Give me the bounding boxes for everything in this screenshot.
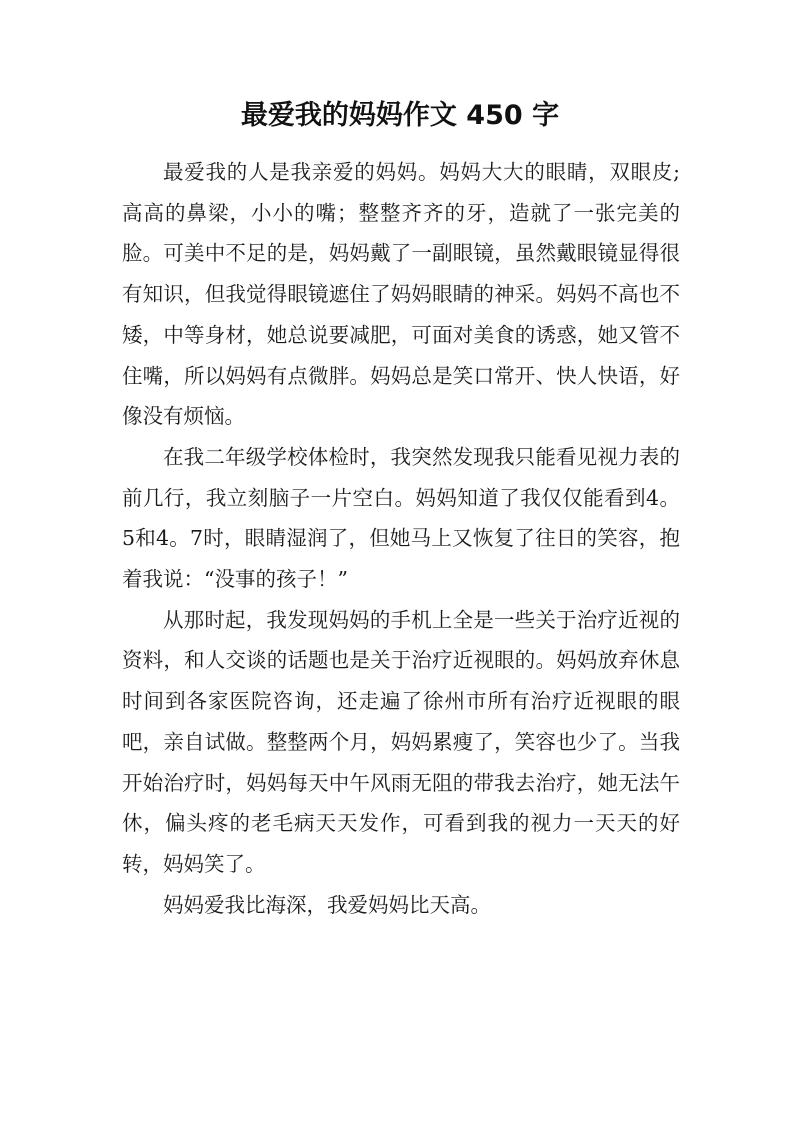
paragraph-3: 从那时起，我发现妈妈的手机上全是一些关于治疗近视的资料，和人交谈的话题也是关于治疗近视眼的。妈妈放弃休息时间到各家医院咨询，还走遍了徐州市所有治疗近视眼的眼吧，亲自试做。整整两个月，妈妈累瘦了，笑容也少了。当我开始治疗时，妈妈每天中午风雨无阻的带我去治疗，她无法午休，偏头疼的老毛病天天发作，可看到我的视力一天天的好转，妈妈笑了。 [122, 607, 680, 876]
paragraph-2: 在我二年级学校体检时，我突然发现我只能看见视力表的前几行，我立刻脑子一片空白。妈妈知道了我仅仅能看到4。5和4。7时，眼睛湿润了，但她马上又恢复了往日的笑容，抱着我说：“没事的孩子！” [122, 444, 680, 592]
paragraph-1: 最爱我的人是我亲爱的妈妈。妈妈大大的眼睛，双眼皮;高高的鼻梁，小小的嘴；整整齐齐的牙，造就了一张完美的脸。可美中不足的是，妈妈戴了一副眼镜，虽然戴眼镜显得很有知识，但我觉得眼镜遮住了妈妈眼睛的神采。妈妈不高也不矮，中等身材，她总说要减肥，可面对美食的诱惑，她又管不住嘴，所以妈妈有点微胖。妈妈总是笑口常开、快人快语，好像没有烦恼。 [122, 160, 680, 429]
paragraph-4: 妈妈爱我比海深，我爱妈妈比天高。 [163, 892, 491, 917]
document-body [122, 152, 680, 925]
document-title: 最爱我的妈妈作文 450 字 [240, 100, 560, 131]
